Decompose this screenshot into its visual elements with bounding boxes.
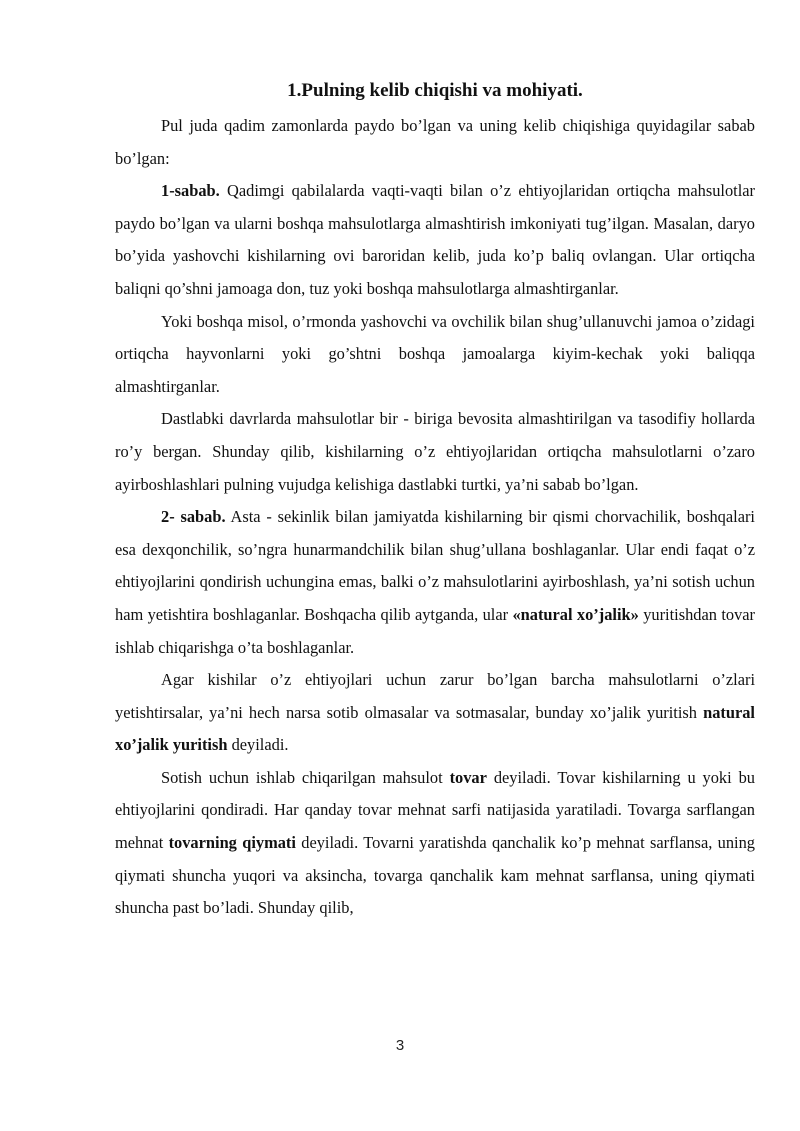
reason-2-text-2: yuritishdan tovar ishlab chiqarishga o’ta boshlaganlar. (115, 604, 756, 657)
natural-economy-text-2: deyiladi. (227, 735, 289, 755)
paragraph-example: Yoki boshqa misol, o’rmonda yashovchi va ovchilik bilan shug’ullanuvchi jamoa o’zidagi ortiqcha hayvonlarni yoki go’shtni boshqa jamoalarga kiyim-kechak yoki baliqqa almashtirganlar. (115, 311, 755, 396)
reason-1-text: Qadimgi qabilalarda vaqti-vaqti bilan o’z ehtiyojlaridan ortiqcha mahsulotlar paydo bo’lgan va ularni boshqa mahsulotlarga almashtirish imkoniyati tug’ilgan. Masalan, daryo bo’yida yashovchi kishilarning ovi baroridan kelib, juda ko’p baliq ovlangan. Ular ortiqcha baliqni qo’shni jamoaga don, tuz yoki boshqa mahsulotlarga almashtirganlar. (115, 181, 755, 298)
page-content (115, 78, 755, 925)
term-natural-economy-keeping: natural xo’jalik yuritish (115, 702, 755, 755)
reason-2-text-1: Asta - sekinlik bilan jamiyatda kishilarning bir qismi chorvachilik, boshqalari esa dexqonchilik, so’ngra hunarmandchilik bilan shug’ullana boshlaganlar. Ular endi faqat o’z ehtiyojlarini qondirish uchungina emas, balki o’z mahsulotlarini ayirboshlash, ya’ni sotish uchun ham yetishtira boshlaganlar. Boshqacha qilib aytganda, ular (115, 507, 755, 624)
natural-economy-text-1: Agar kishilar o’z ehtiyojlari uchun zarur bo’lgan barcha mahsulotlarni o’zlari yetishtirsalar, ya’ni hech narsa sotib olmasalar va sotmasalar, bunday xo’jalik yuritish (115, 670, 755, 722)
paragraph-intro: Pul juda qadim zamonlarda paydo bo’lgan va uning kelib chiqishiga quyidagilar sabab bo’lgan: (115, 116, 755, 168)
paragraph-reason-1 (115, 175, 755, 305)
page-number: 3 (395, 1037, 405, 1054)
term-natural-economy: «natural xo’jalik» (512, 604, 639, 624)
reason-2-lead: 2- sabab. (161, 507, 226, 527)
reason-1-lead: 1-sabab. (161, 181, 220, 201)
paragraph-reason-2 (115, 501, 755, 664)
commodity-text-1: Sotish uchun ishlab chiqarilgan mahsulot (161, 767, 450, 787)
term-commodity-value: tovarning qiymati (168, 833, 296, 853)
section-title: 1.Pulning kelib chiqishi va mohiyati. (287, 80, 583, 101)
commodity-text-2: deyiladi. Tovar kishilarning u yoki bu ehtiyojlarini qondiradi. Har qanday tovar mehnat sarfi natijasida yaratiladi. Tovarga sarflangan mehnat (115, 767, 755, 853)
paragraph-natural-economy (115, 664, 755, 762)
commodity-text-3: deyiladi. Tovarni yaratishda qanchalik ko’p mehnat sarflansa, uning qiymati shuncha yuqori va aksincha, tovarga qanchalik kam mehnat sarflansa, uning qiymati shuncha past bo’ladi. Shunday qilib, (115, 833, 755, 918)
paragraph-early-exchange: Dastlabki davrlarda mahsulotlar bir - biriga bevosita almashtirilgan va tasodifiy hollarda ro’y bergan. Shunday qilib, kishilarning o’z ehtiyojlaridan ortiqcha mahsulotlarni o’zaro ayirboshlashlari pulning vujudga kelishiga dastlabki turtki, ya’ni sabab bo’lgan. (115, 409, 755, 494)
term-commodity: tovar (449, 767, 487, 787)
paragraph-commodity (115, 762, 755, 925)
